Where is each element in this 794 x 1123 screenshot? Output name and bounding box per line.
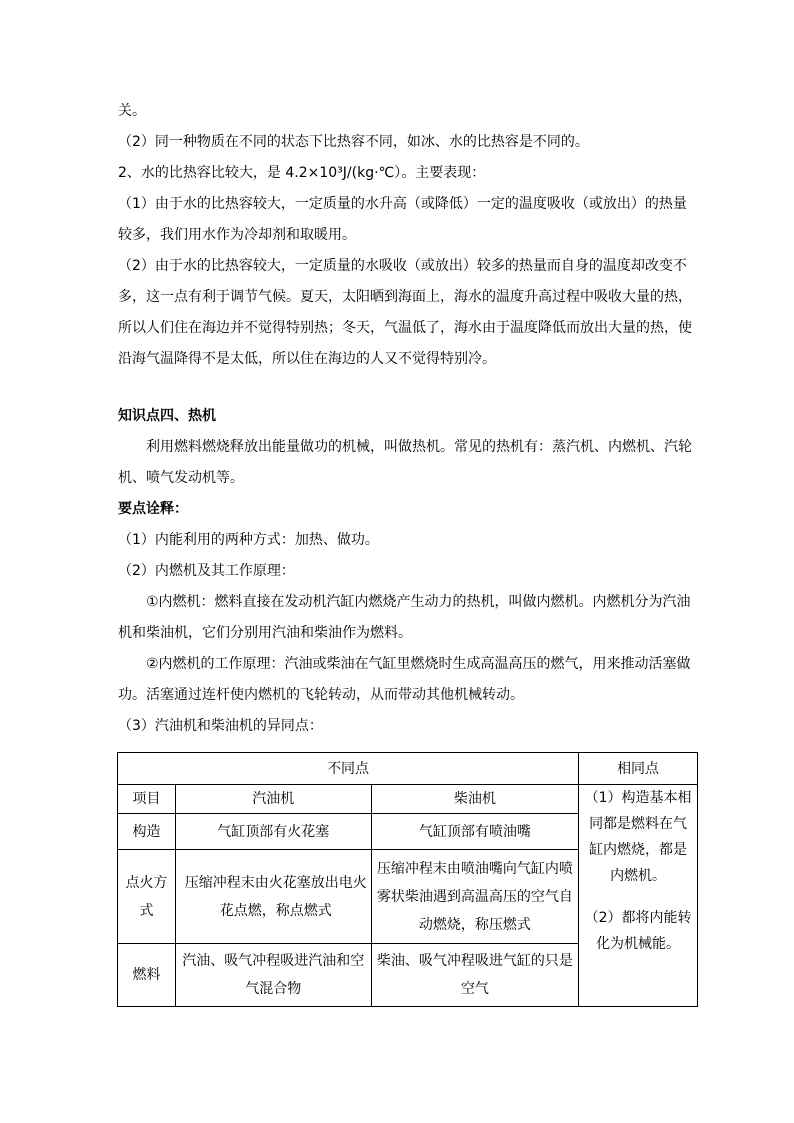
header-gasoline-engine: 汽油机 <box>175 785 371 814</box>
header-diesel-engine: 柴油机 <box>371 785 579 814</box>
cell-gasoline-ignition: 压缩冲程末由火花塞放出电火花点燃，称点燃式 <box>175 850 371 944</box>
paragraph-p4: （1）由于水的比热容较大，一定质量的水升高（或降低）一定的温度吸收（或放出）的热量较多，我们用水作为冷却剂和取暖用。 <box>118 196 687 243</box>
similarity-2: （2）都将内能转化为机械能。 <box>584 910 692 952</box>
paragraph-p8: （2）内燃机及其工作原理： <box>118 563 295 579</box>
paragraph-p10: ②内燃机的工作原理：汽油或柴油在气缸里燃烧时生成高温高压的燃气，用来推动活塞做功。活塞通过连杆使内燃机的飞轮转动，从而带动其他机械转动。 <box>118 656 691 703</box>
section-heading-heat-engine: 知识点四、热机 <box>118 408 216 424</box>
paragraph-p2: （2）同一种物质在不同的状态下比热容不同，如冰、水的比热容是不同的。 <box>118 134 589 150</box>
table-header-row <box>118 753 698 785</box>
header-differences: 不同点 <box>118 753 579 785</box>
paragraph-p1: 关。 <box>118 103 146 119</box>
similarity-1: （1）构造基本相同都是燃料在气缸内燃烧，都是内燃机。 <box>584 790 692 884</box>
row-label-structure: 构造 <box>118 814 176 850</box>
cell-gasoline-fuel: 汽油、吸气冲程吸进汽油和空气混合物 <box>175 944 371 1007</box>
paragraph-p5: （2）由于水的比热容较大，一定质量的水吸收（或放出）较多的热量而自身的温度却改变不多，这一点有利于调节气候。夏天，太阳晒到海面上，海水的温度升高过程中吸收大量的热，所以人们住在海边并不觉得特别热；冬天，气温低了，海水由于温度降低而放出大量的热，使沿海气温降得不是太低，所以住在海边的人又不觉得特别冷。 <box>118 258 692 367</box>
header-similarities: 相同点 <box>579 753 698 785</box>
paragraph-p9: ①内燃机：燃料直接在发动机汽缸内燃烧产生动力的热机，叫做内燃机。内燃机分为汽油机和柴油机，它们分别用汽油和柴油作为燃料。 <box>118 594 691 641</box>
paragraph-p7: （1）内能利用的两种方式：加热、做功。 <box>118 532 379 548</box>
paragraph-p3: 2、水的比热容比较大，是 4.2×10³J/(kg·℃）。主要表现： <box>118 165 486 181</box>
cell-diesel-structure: 气缸顶部有喷油嘴 <box>371 814 579 850</box>
table-subheader-row <box>118 785 698 814</box>
paragraph-p11: （3）汽油机和柴油机的异同点： <box>118 718 323 734</box>
cell-diesel-fuel: 柴油、吸气冲程吸进气缸的只是空气 <box>371 944 579 1007</box>
similarities-cell <box>579 785 698 1007</box>
subheading-key-points: 要点诠释： <box>118 501 188 517</box>
comparison-table <box>117 752 698 1007</box>
paragraph-p6: 利用燃料燃烧释放出能量做功的机械，叫做热机。常见的热机有：蒸汽机、内燃机、汽轮机、喷气发动机等。 <box>118 439 692 486</box>
row-label-ignition: 点火方式 <box>118 850 176 944</box>
header-item: 项目 <box>118 785 176 814</box>
document-body <box>118 96 698 742</box>
cell-gasoline-structure: 气缸顶部有火花塞 <box>175 814 371 850</box>
row-label-fuel: 燃料 <box>118 944 176 1007</box>
cell-diesel-ignition: 压缩冲程末由喷油嘴向气缸内喷雾状柴油遇到高温高压的空气自动燃烧，称压燃式 <box>371 850 579 944</box>
